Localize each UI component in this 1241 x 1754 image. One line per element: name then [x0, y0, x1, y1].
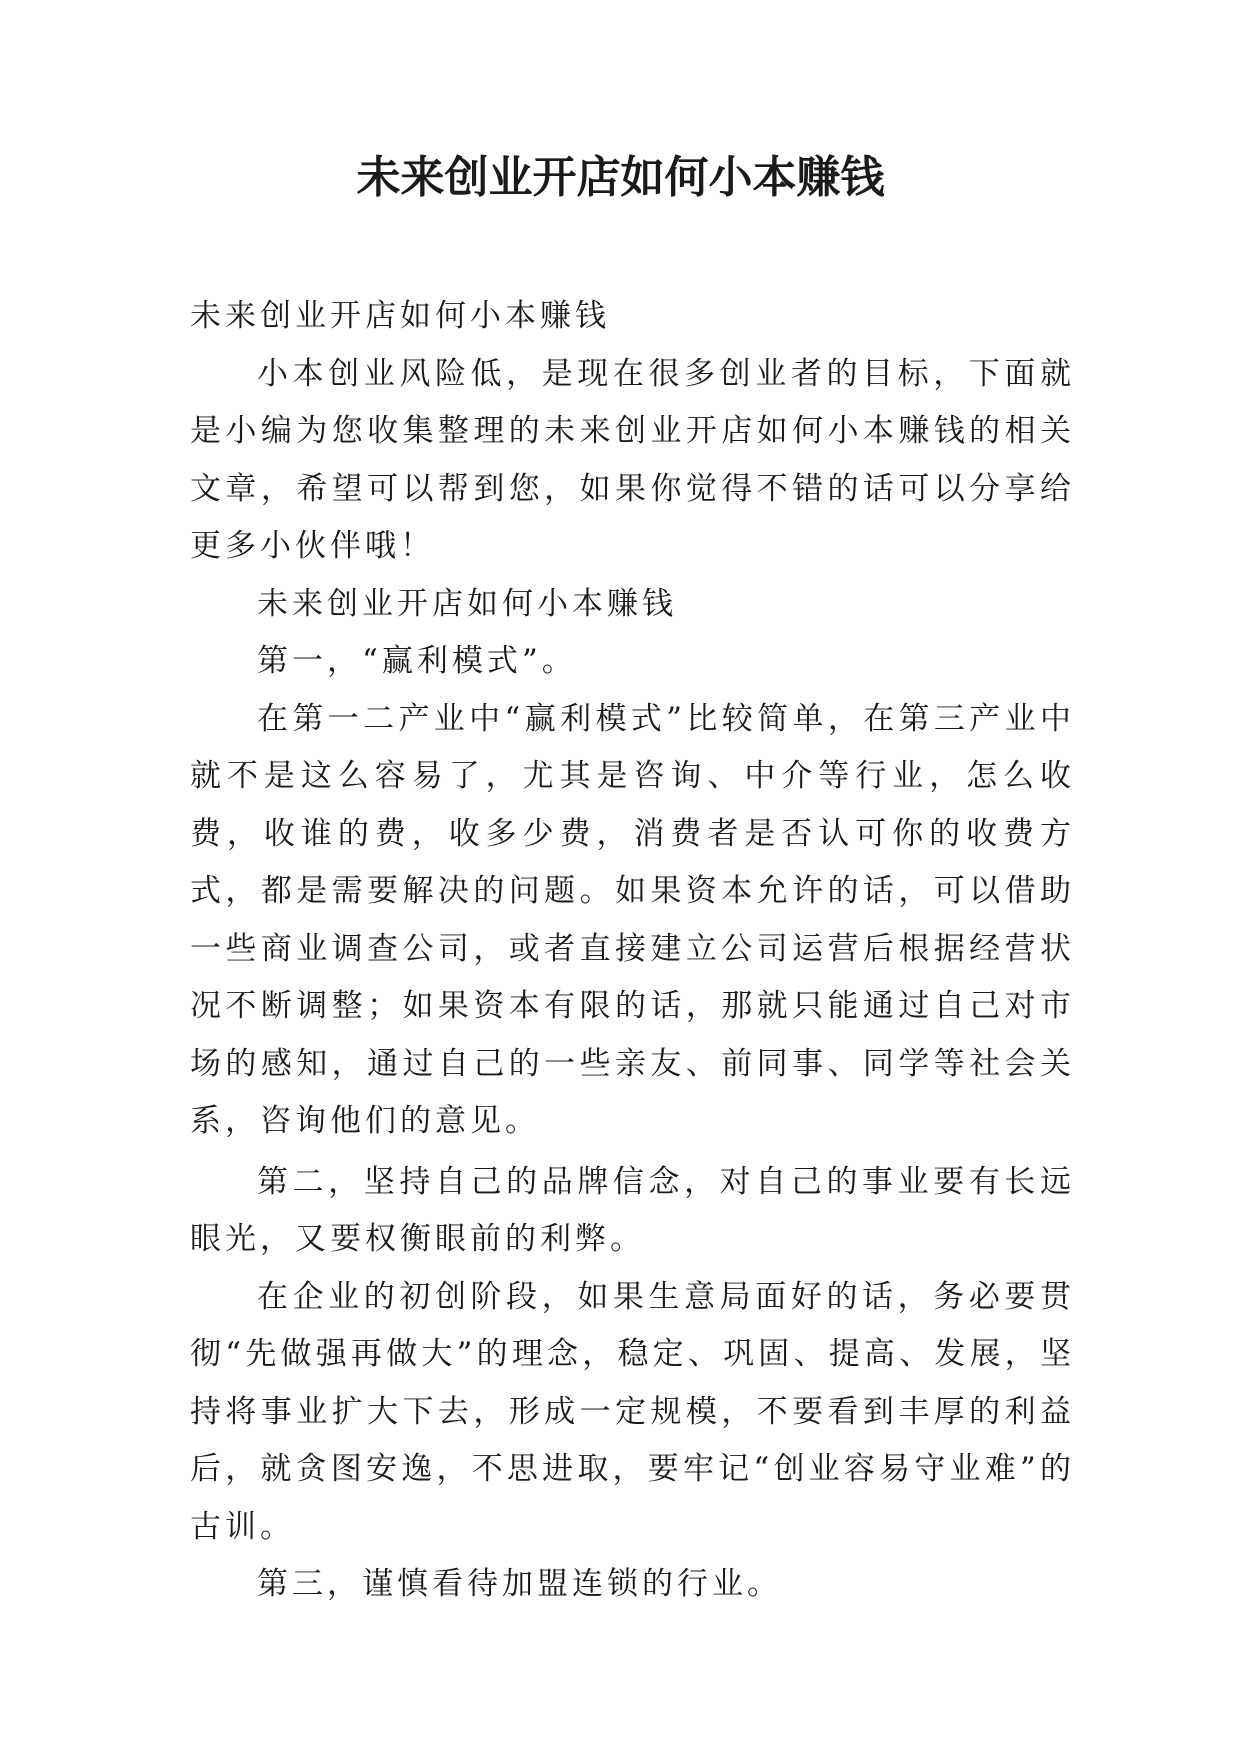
paragraph-subheading: 未来创业开店如何小本赚钱: [257, 585, 677, 622]
paragraph-point-one-heading: 第一，“赢利模式”。: [257, 643, 577, 679]
document-body: [190, 288, 1075, 1614]
paragraph-point-one-body: 在第一二产业中“赢利模式”比较简单，在第三产业中就不是这么容易了，尤其是咨询、中介等行业，怎么收费，收谁的费，收多少费，消费者是否认可你的收费方式，都是需要解决的问题。如果资本允许的话，可以借助一些商业调查公司，或者直接建立公司运营后根据经营状况不断调整；如果资本有限的话，那就只能通过自己对市场的感知，通过自己的一些亲友、前同事、同学等社会关系，咨询他们的意见。: [190, 700, 1075, 1139]
paragraph-point-two-body: 在企业的初创阶段，如果生意局面好的话，务必要贯彻“先做强再做大”的理念，稳定、巩固、提高、发展，坚持将事业扩大下去，形成一定规模，不要看到丰厚的利益后，就贪图安逸，不思进取，要牢记“创业容易守业难”的古训。: [190, 1278, 1075, 1545]
paragraph-intro: 小本创业风险低，是现在很多创业者的目标，下面就是小编为您收集整理的未来创业开店如何小本赚钱的相关文章，希望可以帮到您，如果你觉得不错的话可以分享给更多小伙伴哦！: [190, 355, 1075, 564]
paragraph-heading-repeat: 未来创业开店如何小本赚钱: [190, 298, 610, 334]
document-title: 未来创业开店如何小本赚钱: [356, 152, 885, 203]
paragraph-point-three-heading: 第三，谨慎看待加盟连锁的行业。: [257, 1566, 782, 1602]
paragraph-point-two-heading: 第二，坚持自己的品牌信念，对自己的事业要有长远眼光，又要权衡眼前的利弊。: [190, 1163, 1075, 1257]
